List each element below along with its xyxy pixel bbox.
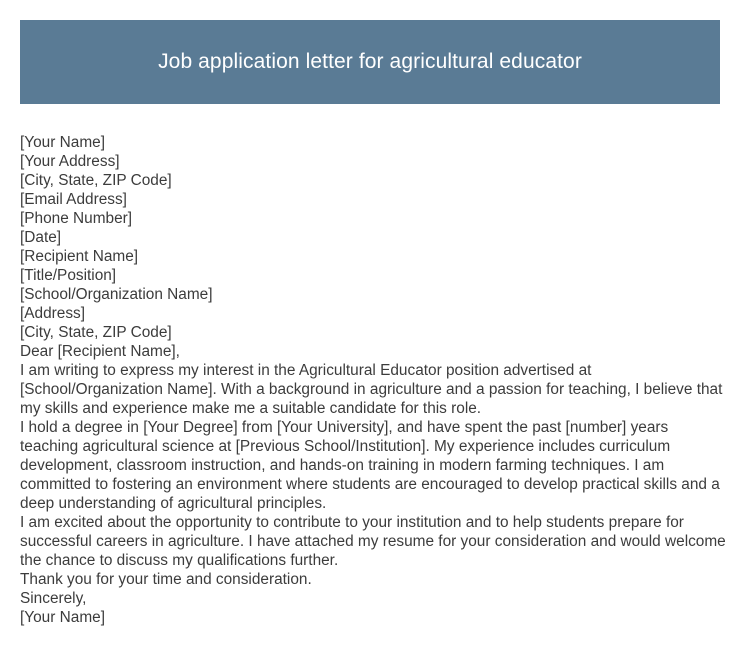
signature: [Your Name] [20,609,105,626]
paragraph-closing: I am excited about the opportunity to contribute to your institution and to help students prepare for successful careers in agriculture. I have attached my resume for your consideration and would welcome the chance to discuss my qualifications further. [20,514,726,569]
title-banner [20,20,720,104]
recipient-name: [Recipient Name] [20,248,139,265]
paragraph-intro: I am writing to express my interest in the Agricultural Educator position advertised at [School/Organization Name]. With a background in agriculture and a passion for teaching, I believe that my skills and experience make me a suitable candidate for this role. [20,362,723,417]
recipient-organization: [School/Organization Name] [20,286,213,303]
thanks-line: Thank you for your time and consideration. [20,571,312,588]
recipient-title: [Title/Position] [20,267,117,284]
sender-email: [Email Address] [20,191,127,208]
page-title: Job application letter for agricultural educator [158,49,582,73]
letter-body [20,133,726,627]
sender-city: [City, State, ZIP Code] [20,172,172,189]
recipient-city: [City, State, ZIP Code] [20,324,172,341]
sender-address: [Your Address] [20,153,120,170]
paragraph-experience: I hold a degree in [Your Degree] from [Your University], and have spent the past [number] years teaching agricultural science at [Previous School/Institution]. My experience includes curriculum development, classroom instruction, and hands-on training in modern farming techniques. I am committed to fostering an environment where students are encouraged to develop practical skills and a deep understanding of agricultural principles. [20,419,720,512]
closing-line: Sincerely, [20,590,87,607]
recipient-address: [Address] [20,305,86,322]
salutation: Dear [Recipient Name], [20,343,180,360]
sender-name: [Your Name] [20,134,105,151]
letter-date: [Date] [20,229,62,246]
sender-phone: [Phone Number] [20,210,133,227]
